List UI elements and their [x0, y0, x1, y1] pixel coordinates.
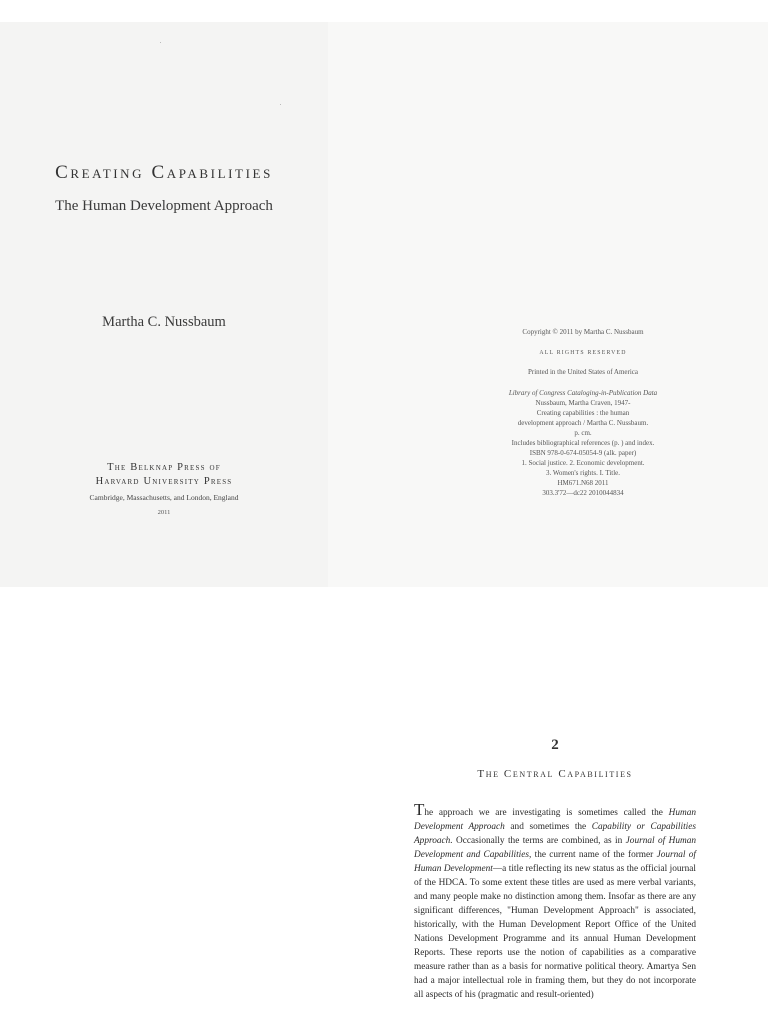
- book-author: Martha C. Nussbaum: [102, 314, 226, 330]
- text-segment: Occasionally the terms are combined, as in: [452, 836, 626, 846]
- cip-line: Creating capabilities : the human: [536, 409, 630, 417]
- text-segment: the current name of the former: [531, 850, 657, 860]
- cip-line: 303.3'72—dc22 2010044834: [542, 489, 624, 497]
- copyright-line: Copyright © 2011 by Martha C. Nussbaum: [522, 328, 644, 336]
- chapter-paragraph: [414, 800, 697, 1002]
- title-page: [0, 22, 328, 587]
- book-title: Creating Capabilities: [55, 162, 273, 183]
- cip-line: HM671.N68 2011: [557, 479, 609, 487]
- chapter-page: [0, 587, 768, 1024]
- publisher-line-1: The Belknap Press of: [107, 462, 221, 473]
- scan-speck: [280, 104, 281, 105]
- cip-line: p. cm.: [574, 429, 592, 437]
- publisher-city: Cambridge, Massachusetts, and London, England: [89, 493, 239, 502]
- text-segment: Human Development Approach: [414, 808, 696, 832]
- book-subtitle: The Human Development Approach: [55, 198, 273, 214]
- text-segment: —a title reflecting its new status as the official journal of the HDCA. To some extent these titles are used as mere verbal variants, and many people make no distinction among them. Insofar as there are any significant differences, "Human Development Approach" is associated, historically, with the Human Development Report Office of the United Nations Development Programme and its annual Human Development Reports. These reports use the notion of capabilities as a comparative measure rather than as a basis for normative political theory. Amartya Sen had a major intellectual role in framing them, but they do not incorporate all aspects of his (pragmatic and result-oriented): [414, 864, 696, 1000]
- text-segment: and sometimes the: [504, 822, 592, 832]
- publication-year: 2011: [157, 509, 171, 516]
- publisher-line-2: Harvard University Press: [95, 476, 233, 487]
- text-segment: he approach we are investigating is sometimes called the: [424, 808, 669, 818]
- cip-line: Nussbaum, Martha Craven, 1947-: [535, 399, 631, 407]
- text-segment: Journal of Human Development: [414, 850, 697, 874]
- cip-line: development approach / Martha C. Nussbaum.: [517, 419, 649, 427]
- cip-line: ISBN 978-0-674-05054-9 (alk. paper): [529, 449, 637, 457]
- cip-line: 3. Women's rights. I. Title.: [545, 469, 621, 477]
- text-segment: Journal of Human Development and Capabilities,: [414, 836, 696, 860]
- scan-speck: [160, 42, 161, 43]
- copyright-page: [328, 22, 768, 587]
- chapter-number: 2: [551, 737, 559, 753]
- text-segment: Capability or Capabilities Approach.: [414, 822, 696, 846]
- chapter-body: [414, 800, 697, 1002]
- rights-reserved-line: ALL RIGHTS RESERVED: [539, 350, 627, 356]
- cip-line: Includes bibliographical references (p. ) and index.: [511, 439, 655, 447]
- cip-heading: Library of Congress Cataloging-in-Publication Data: [508, 389, 658, 397]
- drop-cap: T: [414, 800, 425, 819]
- printed-in-line: Printed in the United States of America: [527, 368, 639, 376]
- cip-line: 1. Social justice. 2. Economic development.: [521, 459, 645, 467]
- chapter-title: The Central Capabilities: [477, 768, 633, 780]
